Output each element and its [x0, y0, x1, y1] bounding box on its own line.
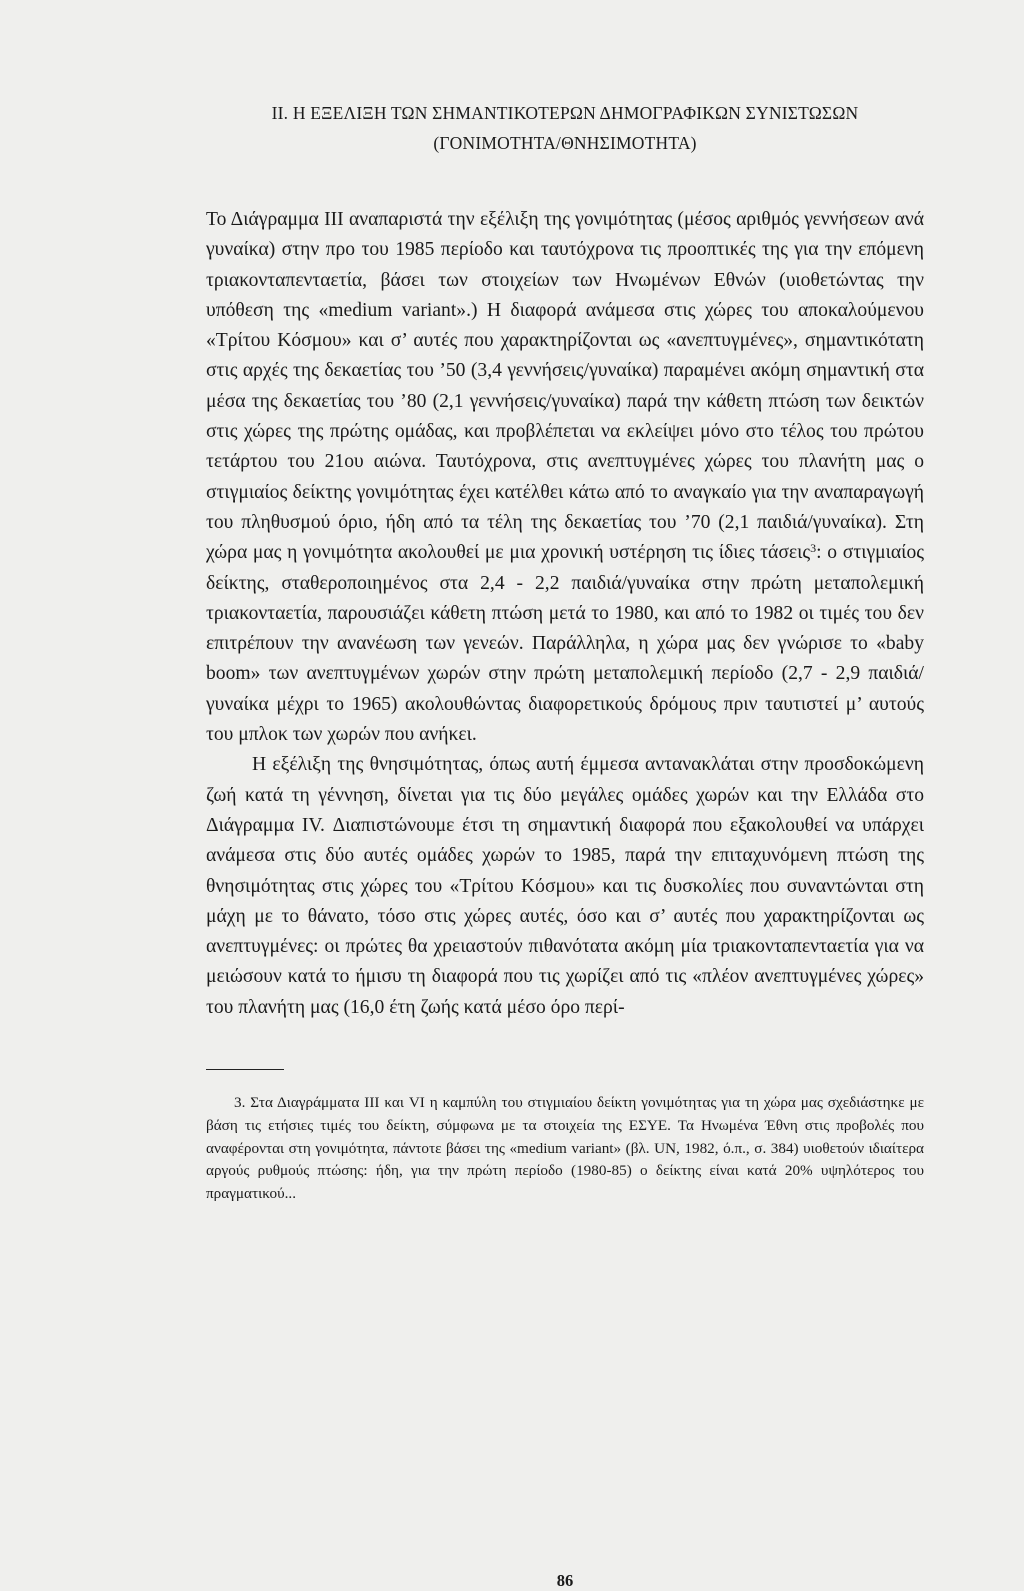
- section-heading: [206, 98, 924, 158]
- paragraph-fertility: [206, 205, 924, 750]
- document-page: [206, 98, 924, 1206]
- body-text: [206, 205, 924, 1023]
- footnote: [206, 1092, 924, 1206]
- footnote-separator: [206, 1069, 284, 1070]
- footnote-text: 3. Στα Διαγράμματα ΙΙΙ και VI η καμπύλη του στιγμιαίου δείκτη γονιμότητας για τη χώρα μας σχεδιάστηκε με βάση τις ετήσιες τιμές του δείκτη, σύμφωνα με τα στοιχεία της ΕΣΥΕ. Τα Ηνωμένα Έθνη στις προβολές που αναφέρονται στη γονιμότητα, πάντοτε βάσει της «medium variant» (βλ. UN, 1982, ό.π., σ. 384) υιοθετούν ιδιαίτερα αργούς ρυθμούς πτώσης: ήδη, για την πρώτη περίοδο (1980-85) ο δείκτης είναι κατά 20% υψηλότερος του πραγματικού...: [206, 1094, 924, 1203]
- paragraph-fertility-part-1: Το Διάγραμμα ΙΙΙ αναπαριστά την εξέλιξη της γονιμότητας (μέσος αριθμός γεννήσεων ανά γυναίκα) στην προ του 1985 περίοδο και ταυτόχρονα τις προοπτικές της για την επόμενη τριακονταπενταετία, βάσει των στοιχείων των Ηνωμένων Εθνών (υιοθετώντας την υπόθεση της «medium variant».) Η διαφορά ανάμεσα στις χώρες του αποκαλούμενου «Τρίτου Κόσμου» και σ’ αυτές που χαρακτηρίζονται ως «ανεπτυγμένες», σημαντικότατη στις αρχές της δεκαετίας του ’50 (3,4 γεννήσεις/γυναίκα) παραμένει ακόμη σημαντική στα μέσα της δεκαετίας του ’80 (2,1 γεννήσεις/γυναίκα) παρά την κάθετη πτώση των δεικτών στις χώρες της πρώτης ομάδας, και προβλέπεται να εκλείψει μόνο στο τέλος του πρώτου τετάρτου του 21ου αιώνα. Ταυτόχρονα, στις ανεπτυγμένες χώρες του πλανήτη μας ο στιγμιαίος δείκτης γονιμότητας έχει κατέλθει κάτω από το αναγκαίο για την αναπαραγωγή του πληθυσμού όριο, ήδη από τα τέλη της δεκαετίας του ’70 (2,1 παιδιά/γυναίκα). Στη χώρα μας η γονιμότητα ακολουθεί με μια χρονική υστέρηση τις ίδιες τάσεις: [206, 209, 924, 564]
- paragraph-mortality: Η εξέλιξη της θνησιμότητας, όπως αυτή έμμεσα αντανακλάται στην προσδοκώμενη ζωή κατά τη γέννηση, δίνεται για τις δύο μεγάλες ομάδες χωρών και την Ελλάδα στο Διάγραμμα IV. Διαπιστώνουμε έτσι τη σημαντική διαφορά που εξακολουθεί να υπάρχει ανάμεσα στις δύο αυτές ομάδες χωρών το 1985, παρά την επιταχυνόμενη πτώση της θνησιμότητας στις χώρες του «Τρίτου Κόσμου» και τις δυσκολίες που συναντώνται στη μάχη με το θάνατο, τόσο στις χώρες αυτές, όσο και σ’ αυτές που χαρακτηρίζονται ως ανεπτυγμένες: οι πρώτες θα χρειαστούν πιθανότατα ακόμη μία τριακονταπενταετία για να μειώσουν κατά το ήμισυ τη διαφορά που τις χωρίζει από τις «πλέον ανεπτυγμένες χώρες» του πλανήτη μας (16,0 έτη ζωής κατά μέσο όρο περί-: [206, 754, 924, 1018]
- footnote-reference: 3: [810, 541, 817, 556]
- paragraph-fertility-part-2: : ο στιγμιαίος δείκτης, σταθεροποιημένος στα 2,4 - 2,2 παιδιά/γυναίκα στην πρώτη μεταπολεμική τριακονταετία, παρουσιάζει κάθετη πτώση μετά το 1980, και από το 1982 οι τιμές του δεν επιτρέπουν την ανανέωση των γενεών. Παράλληλα, η χώρα μας δεν γνώρισε το «baby boom» των ανεπτυγμένων χωρών στην πρώτη μεταπολεμική περίοδο (2,7 - 2,9 παιδιά/γυναίκα μέχρι το 1965) ακολουθώντας διαφορετικούς δρόμους πριν ταυτιστεί μ’ αυτούς του μπλοκ των χωρών που ανήκει.: [206, 542, 924, 746]
- heading-line-2: (ΓΟΝΙΜΟΤΗΤΑ/ΘΝΗΣΙΜΟΤΗΤΑ): [433, 133, 697, 153]
- page-number: 86: [556, 1571, 574, 1590]
- heading-line-1: II. Η ΕΞΕΛΙΞΗ ΤΩΝ ΣΗΜΑΝΤΙΚΟΤΕΡΩΝ ΔΗΜΟΓΡΑΦΙΚΩΝ ΣΥΝΙΣΤΩΣΩΝ: [271, 103, 859, 123]
